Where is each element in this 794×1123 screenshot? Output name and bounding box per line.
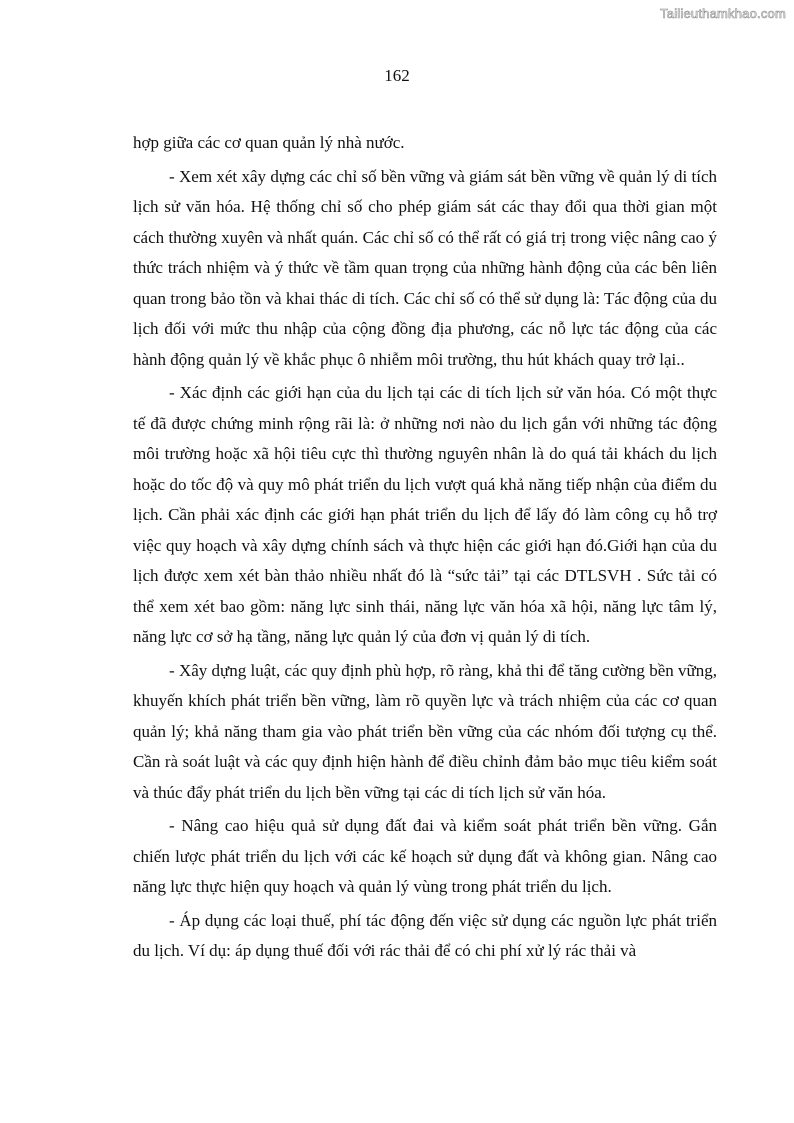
paragraph-continuation: hợp giữa các cơ quan quản lý nhà nước.	[133, 133, 405, 152]
paragraph-sustainability-indicators: - Xem xét xây dựng các chỉ số bền vững và giám sát bền vững về quản lý di tích lịch sử văn hóa. Hệ thống chỉ số cho phép giám sát các thay đổi qua thời gian một cách thường xuyên và nhất quán. Các chỉ số có thể rất có giá trị trong việc nâng cao ý thức trách nhiệm và ý thức về tầm quan trọng của những hành động của các bên liên quan trong bảo tồn và khai thác di tích. Các chỉ số có thể sử dụng là: Tác động của du lịch đối với mức thu nhập của cộng đồng địa phương, các nỗ lực tác động của các hành động quản lý về khắc phục ô nhiễm môi trường, thu hút khách quay trở lại..	[133, 166, 717, 369]
watermark-text: Tailieuthamkhao.com	[660, 6, 786, 21]
document-body	[133, 128, 717, 970]
page-number: 162	[384, 66, 410, 85]
paragraph-land-use: - Nâng cao hiệu quả sử dụng đất đai và kiểm soát phát triển bền vững. Gắn chiến lược phát triển du lịch với các kế hoạch sử dụng đất và không gian. Nâng cao năng lực thực hiện quy hoạch và quản lý vùng trong phát triển du lịch.	[133, 816, 717, 896]
paragraph-tourism-limits: - Xác định các giới hạn của du lịch tại các di tích lịch sử văn hóa. Có một thực tế đã được chứng minh rộng rãi là: ở những nơi nào du lịch gắn với những tác động môi trường hoặc xã hội tiêu cực thì thường nguyên nhân là do quá tải khách du lịch hoặc do tốc độ và quy mô phát triển du lịch vượt quá khả năng tiếp nhận của điểm du lịch. Cần phải xác định các giới hạn phát triển du lịch để lấy đó làm công cụ hỗ trợ việc quy hoạch và xây dựng chính sách và thực hiện các giới hạn đó.Giới hạn của du lịch được xem xét bàn thảo nhiều nhất đó là “sức tải” tại các DTLSVH . Sức tải có thể xem xét bao gồm: năng lực sinh thái, năng lực văn hóa xã hội, năng lực tâm lý, năng lực cơ sở hạ tầng, năng lực quản lý của đơn vị quản lý di tích.	[133, 383, 717, 646]
paragraph-legal-framework: - Xây dựng luật, các quy định phù hợp, rõ ràng, khả thi để tăng cường bền vững, khuyến khích phát triển bền vững, làm rõ quyền lực và trách nhiệm của các cơ quan quản lý; khả năng tham gia vào phát triển bền vững của các nhóm đối tượng cụ thể. Cần rà soát luật và các quy định hiện hành để điều chỉnh đảm bảo mục tiêu kiểm soát và thúc đẩy phát triển du lịch bền vững tại các di tích lịch sử văn hóa.	[133, 660, 717, 802]
paragraph-taxes-fees: - Áp dụng các loại thuế, phí tác động đến việc sử dụng các nguồn lực phát triển du lịch. Ví dụ: áp dụng thuế đối với rác thải để có chi phí xử lý rác thải và	[133, 910, 717, 960]
